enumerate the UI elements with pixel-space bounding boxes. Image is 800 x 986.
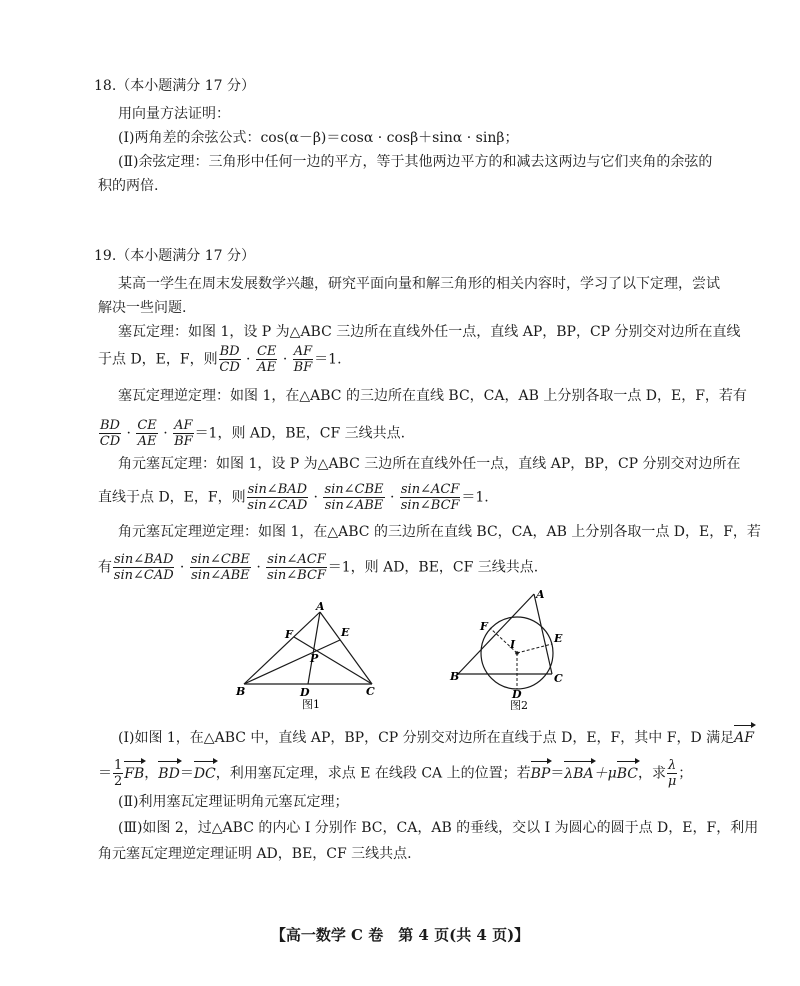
- ceva-line1: 塞瓦定理：如图 1，设 P 为△ABC 三边所在直线外任一点，直线 AP，BP，CP 分别交对边所在直线: [118, 324, 741, 340]
- fraction-bd-cd: [99, 418, 121, 449]
- denominator: sin∠ABE: [191, 568, 250, 583]
- equals: ＝: [550, 765, 565, 782]
- dot: ·: [163, 425, 168, 442]
- equals-one: ＝1.: [461, 489, 489, 506]
- dot: ·: [389, 489, 395, 506]
- figure-2: [444, 586, 574, 710]
- denominator: sin∠CAD: [113, 568, 174, 583]
- label-e: E: [341, 626, 350, 639]
- angle-ceva-converse-suffix: ＝1，则 AD，BE，CF 三线共点.: [327, 559, 539, 576]
- comma: ，: [144, 765, 159, 782]
- label-d: D: [512, 688, 522, 701]
- angle-ceva-line1: 角元塞瓦定理：如图 1，设 P 为△ABC 三边所在直线外任一点，直线 AP，BP，CP 分别交对边所在: [118, 456, 741, 472]
- fraction-lambda-mu: [667, 758, 677, 789]
- vector-fb: FB: [124, 765, 145, 782]
- side-ab: [458, 594, 534, 674]
- side-ac: [320, 612, 372, 684]
- page-footer: 【高一数学 C 卷 第 4 页(共 4 页)】: [270, 926, 530, 944]
- q18-intro: 用向量方法证明：: [118, 106, 230, 122]
- q19-part1-ask: ，求: [637, 765, 666, 782]
- label-c: C: [554, 672, 563, 685]
- cevian-cf: [294, 637, 372, 684]
- fraction-af-bf: [173, 418, 193, 449]
- denominator: BF: [174, 434, 193, 449]
- vector-lambda-ba: λBA: [564, 765, 594, 782]
- label-p: P: [310, 652, 319, 665]
- label-a: A: [316, 600, 325, 613]
- vector-af: AF: [734, 730, 754, 746]
- figure-2-caption: 图2: [510, 699, 528, 710]
- numerator: sin∠CBE: [324, 482, 384, 497]
- figure-1-caption: 图1: [302, 698, 320, 711]
- side-ab: [244, 612, 320, 684]
- ceva-converse-suffix: ＝1，则 AD，BE，CF 三线共点.: [194, 425, 406, 442]
- denominator: sin∠BCF: [400, 498, 460, 513]
- q19-part3-line1: (Ⅲ)如图 2，过△ABC 的内心 I 分别作 BC，CA，AB 的垂线，交以 I 为圆心的圆于点 D，E，F，利用: [118, 820, 759, 836]
- q19-part1-line2: [98, 758, 692, 789]
- denominator: sin∠CAD: [247, 498, 308, 513]
- equals: ＝: [98, 765, 112, 782]
- denominator: 2: [114, 774, 123, 789]
- numerator: CE: [137, 418, 157, 433]
- numerator: 1: [114, 758, 123, 773]
- numerator: BD: [219, 344, 240, 359]
- q18-part2-line2: 积的两倍.: [98, 178, 159, 194]
- denominator: CD: [99, 434, 121, 449]
- angle-ceva-line2-prefix: 直线于点 D，E，F，则: [98, 489, 246, 506]
- label-f: F: [480, 620, 488, 633]
- dot: ·: [256, 559, 261, 576]
- figure-1: [230, 600, 390, 712]
- q18-header: 18.（本小题满分 17 分）: [94, 78, 255, 94]
- dot: ·: [126, 425, 131, 442]
- q19-intro-line2: 解决一些问题.: [98, 300, 187, 316]
- denominator: μ: [667, 774, 677, 789]
- equals-one: ＝1.: [314, 351, 342, 368]
- q18-part1: (Ⅰ)两角差的余弦公式：cos(α－β)＝cosα · cosβ＋sinα · sinβ；: [118, 130, 519, 146]
- numerator: AF: [174, 418, 193, 433]
- ceva-converse-line2: [98, 418, 405, 449]
- numerator: AF: [293, 344, 313, 359]
- cevian-ad: [308, 612, 320, 684]
- label-b: B: [236, 685, 246, 698]
- angle-ceva-line2: [98, 482, 489, 513]
- denominator: sin∠ABE: [324, 498, 384, 513]
- plus-mu: ＋μ: [593, 765, 617, 782]
- fraction-bd-cd: [219, 344, 241, 375]
- q19-part1-mid-text: ，利用塞瓦定理，求点 E 在线段 CA 上的位置；若: [215, 765, 531, 782]
- denominator: AE: [137, 434, 157, 449]
- fraction-af-bf: [293, 344, 313, 375]
- label-i: I: [510, 638, 516, 651]
- vector-bd: BD: [158, 765, 180, 782]
- label-c: C: [366, 685, 375, 698]
- angle-ceva-converse-line1: 角元塞瓦定理逆定理：如图 1，在△ABC 的三边所在直线 BC，CA，AB 上分别各取一点 D，E，F，若: [118, 524, 761, 540]
- dot: ·: [179, 559, 185, 576]
- fraction-one-half: [113, 758, 123, 789]
- equals: ＝: [179, 765, 194, 782]
- label-d: D: [300, 686, 310, 699]
- denominator: sin∠BCF: [267, 568, 326, 583]
- q19-part2: (Ⅱ)利用塞瓦定理证明角元塞瓦定理；: [118, 794, 349, 810]
- vector-bp: BP: [530, 765, 551, 782]
- numerator: BD: [100, 418, 120, 433]
- numerator: sin∠ACF: [267, 552, 326, 567]
- denominator: AE: [257, 360, 277, 375]
- numerator: sin∠BAD: [114, 552, 174, 567]
- vector-dc: DC: [193, 765, 216, 782]
- dot: ·: [313, 489, 318, 506]
- label-f: F: [285, 628, 293, 641]
- fraction-sin-acf-bcf: [400, 482, 460, 513]
- q19-header: 19.（本小题满分 17 分）: [94, 248, 255, 264]
- ceva-converse-line1: 塞瓦定理逆定理：如图 1，在△ABC 的三边所在直线 BC，CA，AB 上分别各取一点 D，E，F，若有: [118, 388, 747, 404]
- ceva-line2: [98, 344, 342, 375]
- numerator: λ: [667, 758, 677, 773]
- dot: ·: [282, 351, 288, 368]
- q19-intro-line1: 某高一学生在周末发展数学兴趣，研究平面向量和解三角形的相关内容时，学习了以下定理，尝试: [118, 276, 720, 292]
- denominator: BF: [293, 360, 313, 375]
- q19-part3-line2: 角元塞瓦定理逆定理证明 AD，BE，CF 三线共点.: [98, 846, 412, 862]
- incenter-point: [515, 651, 519, 655]
- denominator: CD: [219, 360, 240, 375]
- fraction-ce-ae: [136, 418, 157, 449]
- ceva-line2-prefix: 于点 D，E，F，则: [98, 351, 218, 368]
- fraction-sin-bad-cad: [113, 552, 174, 583]
- numerator: sin∠CBE: [190, 552, 250, 567]
- dot: ·: [246, 351, 251, 368]
- q18-part2-line1: (Ⅱ)余弦定理：三角形中任何一边的平方，等于其他两边平方的和减去这两边与它们夹角的余弦的: [118, 154, 713, 170]
- semicolon: ；: [678, 765, 693, 782]
- numerator: CE: [256, 344, 277, 359]
- q19-part1-text: (Ⅰ)如图 1，在△ABC 中，直线 AP，BP，CP 分别交对边所在直线于点 D，E，F，其中 F，D 满足: [118, 730, 735, 746]
- vector-bc: BC: [616, 765, 638, 782]
- fraction-sin-bad-cad: [247, 482, 308, 513]
- label-a: A: [536, 588, 545, 601]
- q19-part1-line1: [118, 728, 754, 748]
- numerator: sin∠ACF: [400, 482, 460, 497]
- fraction-sin-cbe-abe: [323, 482, 384, 513]
- side-ac: [534, 594, 552, 674]
- cevian-be: [244, 640, 340, 684]
- fraction-ce-ae: [256, 344, 277, 375]
- label-b: B: [450, 670, 460, 683]
- fraction-sin-cbe-abe: [190, 552, 251, 583]
- angle-ceva-converse-prefix: 有: [98, 559, 112, 576]
- fraction-sin-acf-bcf: [266, 552, 326, 583]
- numerator: sin∠BAD: [247, 482, 308, 497]
- angle-ceva-converse-line2: [98, 552, 538, 583]
- label-e: E: [554, 632, 563, 645]
